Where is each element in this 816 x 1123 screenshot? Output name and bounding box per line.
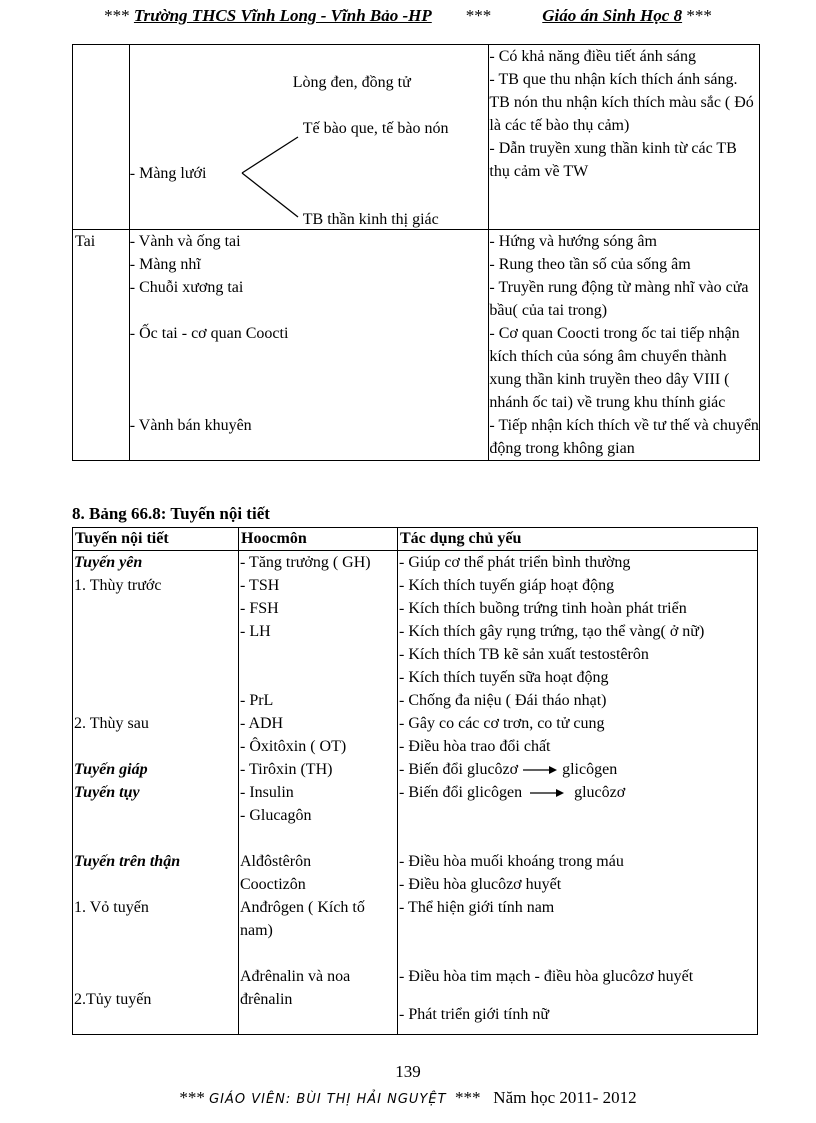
- pancreas-hormone-2: - Glucagôn: [240, 807, 312, 824]
- header-effect: Tác dụng chủ yếu: [398, 528, 758, 551]
- header-stars-mid: ***: [465, 6, 492, 25]
- pit-effect-5: - Kích thích TB kẽ sản xuất testostêrôn: [399, 646, 649, 663]
- pituitary-row: [73, 551, 758, 759]
- pit-effect-1: - Giúp cơ thể phát triển bình thường: [399, 554, 631, 571]
- pit-hormone-9: - Ôxitôxin ( OT): [240, 738, 347, 755]
- footer-stars-left: ***: [179, 1088, 205, 1107]
- ear-row: [73, 230, 760, 461]
- header-stars-right: ***: [686, 6, 712, 25]
- thyroid-hormone: - Tirôxin (TH): [240, 761, 333, 778]
- adrenal-name: Tuyến trên thận: [74, 853, 181, 870]
- section-title: 8. Bảng 66.8: Tuyến nội tiết: [72, 504, 270, 523]
- adrenal-effect-5: - Phát triển giới tính nữ: [399, 1006, 550, 1023]
- adrenal-cortex: 1. Vỏ tuyến: [74, 899, 149, 916]
- retina-parts-cell: [129, 45, 489, 230]
- pit-effect-9: - Điều hòa trao đổi chất: [399, 738, 551, 755]
- ear-organ-cell: [73, 230, 130, 461]
- pit-effect-7: - Chống đa niệu ( Đái tháo nhạt): [399, 692, 607, 709]
- pit-effect-2: - Kích thích tuyến giáp hoạt động: [399, 577, 615, 594]
- branch-lines: [240, 135, 300, 221]
- adrenal-cell: [73, 850, 239, 1035]
- ear-part-5: - Vành bán khuyên: [129, 417, 252, 434]
- pituitary-anterior: 1. Thùy trước: [74, 577, 162, 594]
- arrow-right-icon: [522, 765, 558, 775]
- adrenal-hormone-3: Anđrôgen ( Kích tố nam): [240, 899, 365, 939]
- pituitary-posterior: 2. Thùy sau: [74, 715, 149, 732]
- retina-func-2: - TB que thu nhận kích thích ánh sáng. TB nón thu nhận kích thích màu sắc ( Đó là các tế bào thụ cảm): [489, 71, 754, 134]
- adrenal-effect-1: - Điều hòa muối khoáng trong máu: [399, 853, 624, 870]
- gland-table: [72, 527, 758, 1035]
- footer-teacher: GIÁO VIÊN: BÙI THỊ HẢI NGUYỆT: [209, 1092, 447, 1107]
- adrenal-effect-4: - Điều hòa tim mạch - điều hòa glucôzơ huyết: [399, 968, 694, 985]
- ear-part-1: - Vành và ống tai: [129, 233, 241, 250]
- header-stars-left: ***: [104, 6, 130, 25]
- pituitary-name: Tuyến yên: [74, 554, 143, 571]
- adrenal-row: [73, 850, 758, 1035]
- pancreas-effect-from: - Biến đổi glicôgen: [399, 784, 523, 801]
- retina-label: - Màng lưới: [129, 165, 207, 182]
- adrenal-hormone-1: Alđôstêrôn: [240, 853, 312, 870]
- retina-functions-cell: [489, 45, 760, 230]
- pit-effect-8: - Gây co các cơ trơn, co tử cung: [399, 715, 605, 732]
- retina-func-3: - Dẫn truyền xung thần kinh từ các TB thụ cảm về TW: [489, 140, 737, 180]
- thyroid-row: [73, 758, 758, 781]
- retina-func-1: - Có khả năng điều tiết ánh sáng: [489, 48, 697, 65]
- ear-part-2: - Màng nhĩ: [129, 256, 201, 273]
- pit-effect-3: - Kích thích buồng trứng tinh hoàn phát triển: [399, 600, 687, 617]
- header-hormone: Hoocmôn: [239, 528, 398, 551]
- pancreas-row: [73, 781, 758, 850]
- adrenal-hormone-4: Ađrênalin và noa đrênalin: [240, 968, 351, 1008]
- thyroid-effect-from: - Biến đổi glucôzơ: [399, 761, 519, 778]
- adrenal-effect-3: - Thể hiện giới tính nam: [399, 899, 555, 916]
- ear-part-4: - Ốc tai - cơ quan Coocti: [129, 325, 289, 342]
- pit-hormone-2: - TSH: [240, 577, 280, 594]
- footer-stars-mid: ***: [455, 1088, 481, 1107]
- pit-hormone-8: - ADH: [240, 715, 284, 732]
- pancreas-hormone-1: - Insulin: [240, 784, 294, 801]
- ear-func-4: - Cơ quan Coocti trong ốc tai tiếp nhận kích thích của sóng âm chuyển thành xung thần kinh truyền theo dây VIII ( nhánh ốc tai) về trung khu thính giác: [489, 325, 740, 411]
- pit-hormone-3: - FSH: [240, 600, 279, 617]
- pit-hormone-1: - Tăng trưởng ( GH): [240, 554, 371, 571]
- adrenal-hormone-2: Cooctizôn: [240, 876, 306, 893]
- ear-func-5: - Tiếp nhận kích thích về tư thế và chuyển động trong không gian: [489, 417, 759, 457]
- ear-parts-cell: [129, 230, 489, 461]
- page-number: 139: [395, 1062, 421, 1081]
- branch-2: TB thần kinh thị giác: [302, 211, 439, 228]
- ear-func-2: - Rung theo tần số của sống âm: [489, 256, 691, 273]
- thyroid-effect: [399, 758, 757, 781]
- pituitary-cell: [73, 551, 239, 759]
- page-footer: [0, 1088, 816, 1108]
- adrenal-medulla: 2.Tủy tuyến: [74, 991, 152, 1008]
- top-item: Lòng đen, đồng tử: [292, 74, 411, 91]
- retina-organ-cell: [73, 45, 130, 230]
- ear-organ: Tai: [75, 233, 96, 250]
- pit-effect-6: - Kích thích tuyến sữa hoạt động: [399, 669, 609, 686]
- ear-func-1: - Hứng và hướng sóng âm: [489, 233, 657, 250]
- adrenal-effects-cell: [398, 850, 758, 1035]
- thyroid-effect-to: glicôgen: [562, 761, 618, 778]
- pit-hormone-7: - PrL: [240, 692, 274, 709]
- pancreas-name: Tuyến tụy: [74, 784, 140, 801]
- adrenal-effect-2: - Điều hòa glucôzơ huyết: [399, 876, 562, 893]
- ear-func-3: - Truyền rung động từ màng nhĩ vào cửa bầu( của tai trong): [489, 279, 749, 319]
- arrow-right-icon: [526, 788, 566, 798]
- branch-1: Tế bào que, tế bào nón: [302, 120, 449, 137]
- thyroid-name: Tuyến giáp: [74, 761, 148, 778]
- ear-functions-cell: [489, 230, 760, 461]
- header-subject: Giáo án Sinh Học 8: [542, 6, 683, 25]
- header-gland: Tuyến nội tiết: [73, 528, 239, 551]
- eye-ear-table: [72, 44, 760, 461]
- pit-effect-4: - Kích thích gây rụng trứng, tạo thể vàng( ở nữ): [399, 623, 705, 640]
- pituitary-effects-cell: [398, 551, 758, 759]
- header-school: Trường THCS Vĩnh Long - Vĩnh Bảo -HP: [133, 6, 432, 25]
- pituitary-hormones-cell: [239, 551, 398, 759]
- gland-header-row: [73, 528, 758, 551]
- footer-year: Năm học 2011- 2012: [493, 1088, 637, 1107]
- pancreas-effect-to: glucôzơ: [574, 784, 626, 801]
- adrenal-hormones-cell: [239, 850, 398, 1035]
- pit-hormone-4: - LH: [240, 623, 271, 640]
- page-header: [0, 6, 816, 26]
- ear-part-3: - Chuỗi xương tai: [129, 279, 244, 296]
- pancreas-effect: [399, 781, 757, 804]
- retina-row: [73, 45, 760, 230]
